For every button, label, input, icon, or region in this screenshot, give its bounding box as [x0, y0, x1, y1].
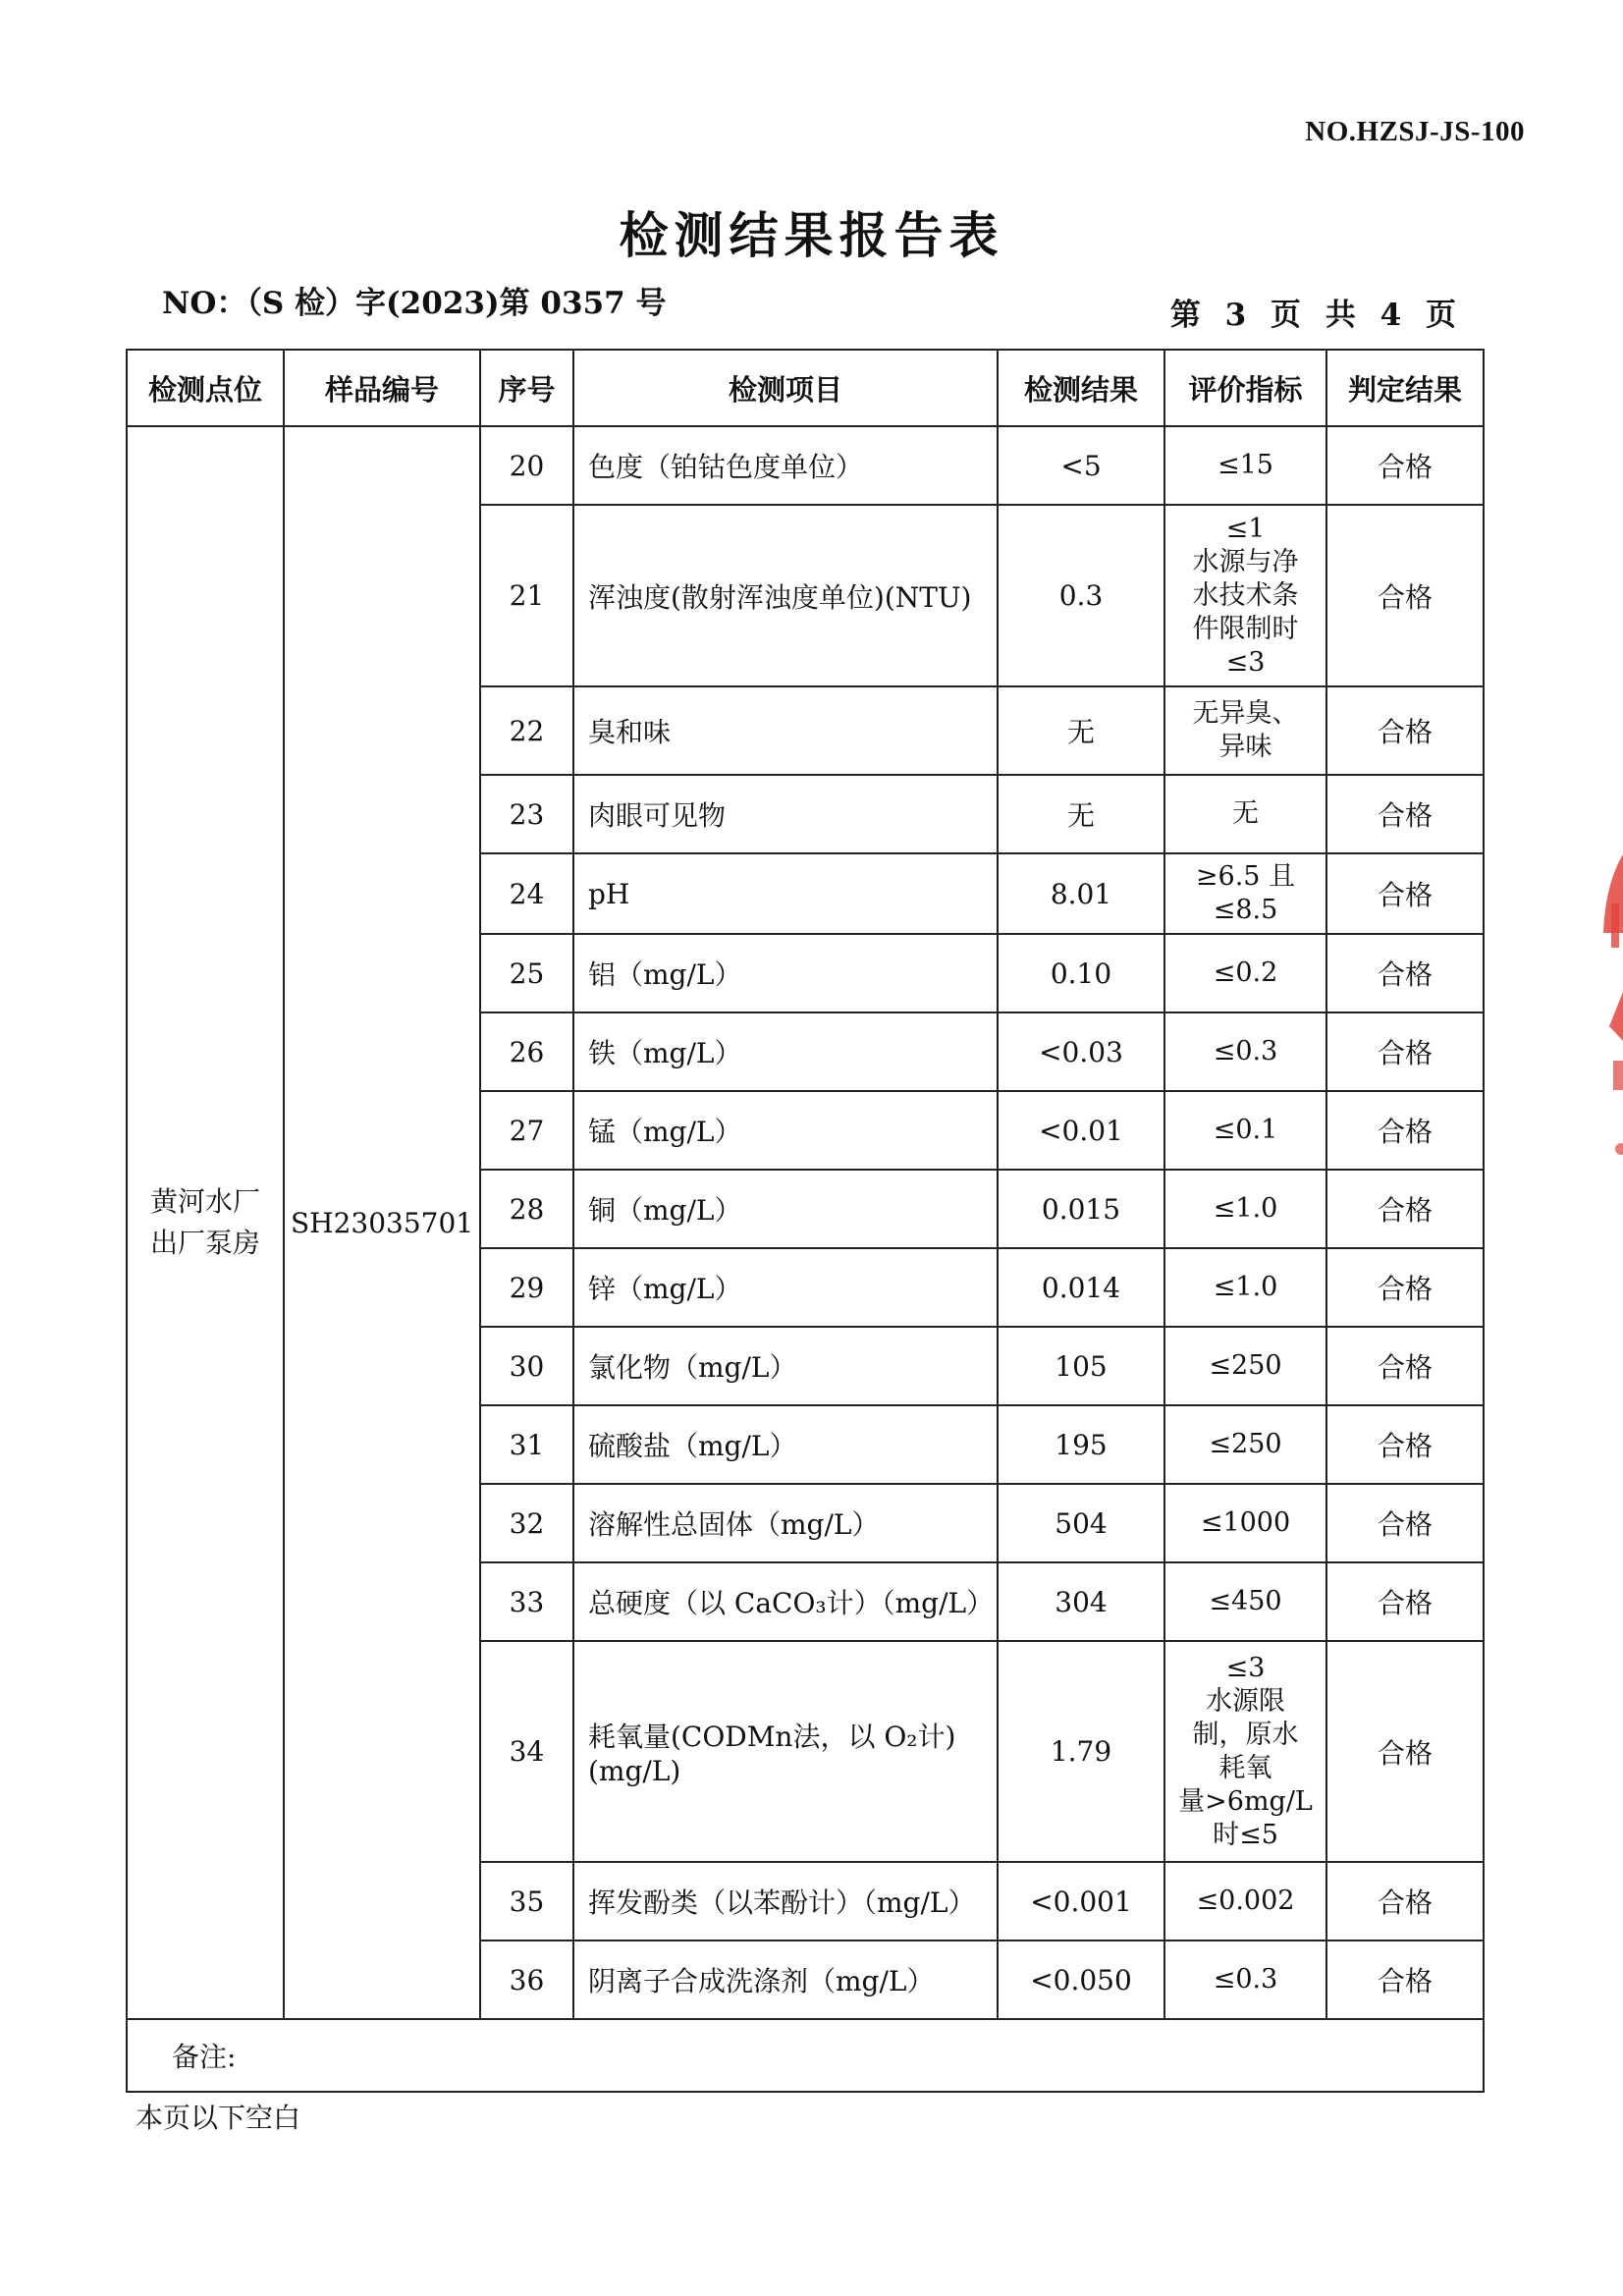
standard-cell: ≤0.3: [1164, 1012, 1326, 1091]
item-cell: 耗氧量(CODMn法，以 O₂计)(mg/L): [573, 1641, 998, 1862]
standard-cell: 无: [1164, 775, 1326, 853]
judgement-cell: 合格: [1326, 1170, 1484, 1248]
row-number-cell: 34: [480, 1641, 573, 1862]
item-cell: 铝（mg/L）: [573, 934, 998, 1012]
row-number-cell: 26: [480, 1012, 573, 1091]
row-number-cell: 31: [480, 1405, 573, 1484]
standard-cell: ≤1000: [1164, 1484, 1326, 1562]
standard-cell: ≥6.5 且 ≤8.5: [1164, 853, 1326, 934]
judgement-cell: 合格: [1326, 426, 1484, 505]
item-cell: 浑浊度(散射浑浊度单位)(NTU): [573, 505, 998, 686]
result-cell: 无: [998, 775, 1164, 853]
standard-cell: ≤15: [1164, 426, 1326, 505]
judgement-cell: 合格: [1326, 1405, 1484, 1484]
header-sample-id: 样品编号: [284, 350, 480, 426]
document-number: NO.HZSJ-JS-100: [1305, 116, 1525, 147]
result-cell: 0.3: [998, 505, 1164, 686]
standard-cell: ≤0.1: [1164, 1091, 1326, 1170]
judgement-cell: 合格: [1326, 775, 1484, 853]
judgement-cell: 合格: [1326, 505, 1484, 686]
footer-note: 本页以下空白: [135, 2102, 301, 2134]
row-number-cell: 24: [480, 853, 573, 934]
item-cell: 挥发酚类（以苯酚计）（mg/L）: [573, 1862, 998, 1941]
standard-cell: ≤0.3: [1164, 1941, 1326, 2019]
judgement-cell: 合格: [1326, 1091, 1484, 1170]
row-number-cell: 33: [480, 1562, 573, 1641]
table-header-row: [127, 350, 1484, 426]
judgement-cell: 合格: [1326, 934, 1484, 1012]
page-info: 第 3 页 共 4 页: [1169, 298, 1456, 333]
item-cell: 硫酸盐（mg/L）: [573, 1405, 998, 1484]
standard-cell: ≤1.0: [1164, 1248, 1326, 1327]
judgement-cell: 合格: [1326, 1248, 1484, 1327]
result-cell: 0.015: [998, 1170, 1164, 1248]
result-cell: 105: [998, 1327, 1164, 1405]
header-no: 序号: [480, 350, 573, 426]
header-standard: 评价指标: [1164, 350, 1326, 426]
result-cell: 504: [998, 1484, 1164, 1562]
result-cell: <0.050: [998, 1941, 1164, 2019]
result-cell: 无: [998, 686, 1164, 775]
judgement-cell: 合格: [1326, 1862, 1484, 1941]
row-number-cell: 35: [480, 1862, 573, 1941]
result-cell: <5: [998, 426, 1164, 505]
item-cell: 溶解性总固体（mg/L）: [573, 1484, 998, 1562]
row-number-cell: 20: [480, 426, 573, 505]
row-number-cell: 23: [480, 775, 573, 853]
report-number: NO：（S 检）字(2023)第 0357 号: [162, 286, 667, 321]
item-cell: 阴离子合成洗涤剂（mg/L）: [573, 1941, 998, 2019]
row-number-cell: 27: [480, 1091, 573, 1170]
row-number-cell: 28: [480, 1170, 573, 1248]
item-cell: 锰（mg/L）: [573, 1091, 998, 1170]
standard-cell: ≤450: [1164, 1562, 1326, 1641]
item-cell: 肉眼可见物: [573, 775, 998, 853]
header-judgement: 判定结果: [1326, 350, 1484, 426]
row-number-cell: 32: [480, 1484, 573, 1562]
item-cell: pH: [573, 853, 998, 934]
row-number-cell: 29: [480, 1248, 573, 1327]
standard-cell: ≤250: [1164, 1327, 1326, 1405]
result-cell: 0.10: [998, 934, 1164, 1012]
item-cell: 色度（铂钴色度单位）: [573, 426, 998, 505]
row-number-cell: 36: [480, 1941, 573, 2019]
item-cell: 锌（mg/L）: [573, 1248, 998, 1327]
result-cell: <0.03: [998, 1012, 1164, 1091]
site-cell: 黄河水厂 出厂泵房: [127, 426, 284, 2019]
standard-cell: ≤250: [1164, 1405, 1326, 1484]
result-cell: <0.001: [998, 1862, 1164, 1941]
item-cell: 臭和味: [573, 686, 998, 775]
judgement-cell: 合格: [1326, 1562, 1484, 1641]
result-cell: 1.79: [998, 1641, 1164, 1862]
standard-cell: ≤3 水源限 制，原水 耗氧 量>6mg/L 时≤5: [1164, 1641, 1326, 1862]
judgement-cell: 合格: [1326, 686, 1484, 775]
header-item: 检测项目: [573, 350, 998, 426]
item-cell: 总硬度（以 CaCO₃计）（mg/L）: [573, 1562, 998, 1641]
standard-cell: ≤1 水源与净 水技术条 件限制时 ≤3: [1164, 505, 1326, 686]
remarks-row: [127, 2019, 1484, 2092]
row-number-cell: 25: [480, 934, 573, 1012]
standard-cell: ≤0.002: [1164, 1862, 1326, 1941]
results-table: [126, 349, 1485, 2093]
header-result: 检测结果: [998, 350, 1164, 426]
remarks-label: 备注:: [127, 2019, 1484, 2092]
official-seal-edge: [1597, 845, 1623, 1198]
judgement-cell: 合格: [1326, 1484, 1484, 1562]
result-cell: 0.014: [998, 1248, 1164, 1327]
table-row: [127, 426, 1484, 505]
judgement-cell: 合格: [1326, 853, 1484, 934]
standard-cell: ≤1.0: [1164, 1170, 1326, 1248]
row-number-cell: 30: [480, 1327, 573, 1405]
judgement-cell: 合格: [1326, 1641, 1484, 1862]
page-title: 检测结果报告表: [619, 206, 1004, 264]
judgement-cell: 合格: [1326, 1012, 1484, 1091]
result-cell: 304: [998, 1562, 1164, 1641]
item-cell: 氯化物（mg/L）: [573, 1327, 998, 1405]
judgement-cell: 合格: [1326, 1327, 1484, 1405]
item-cell: 铁（mg/L）: [573, 1012, 998, 1091]
header-site: 检测点位: [127, 350, 284, 426]
result-cell: 195: [998, 1405, 1164, 1484]
sample-id-cell: SH23035701: [284, 426, 480, 2019]
row-number-cell: 22: [480, 686, 573, 775]
standard-cell: ≤0.2: [1164, 934, 1326, 1012]
row-number-cell: 21: [480, 505, 573, 686]
judgement-cell: 合格: [1326, 1941, 1484, 2019]
standard-cell: 无异臭、 异味: [1164, 686, 1326, 775]
item-cell: 铜（mg/L）: [573, 1170, 998, 1248]
result-cell: 8.01: [998, 853, 1164, 934]
result-cell: <0.01: [998, 1091, 1164, 1170]
